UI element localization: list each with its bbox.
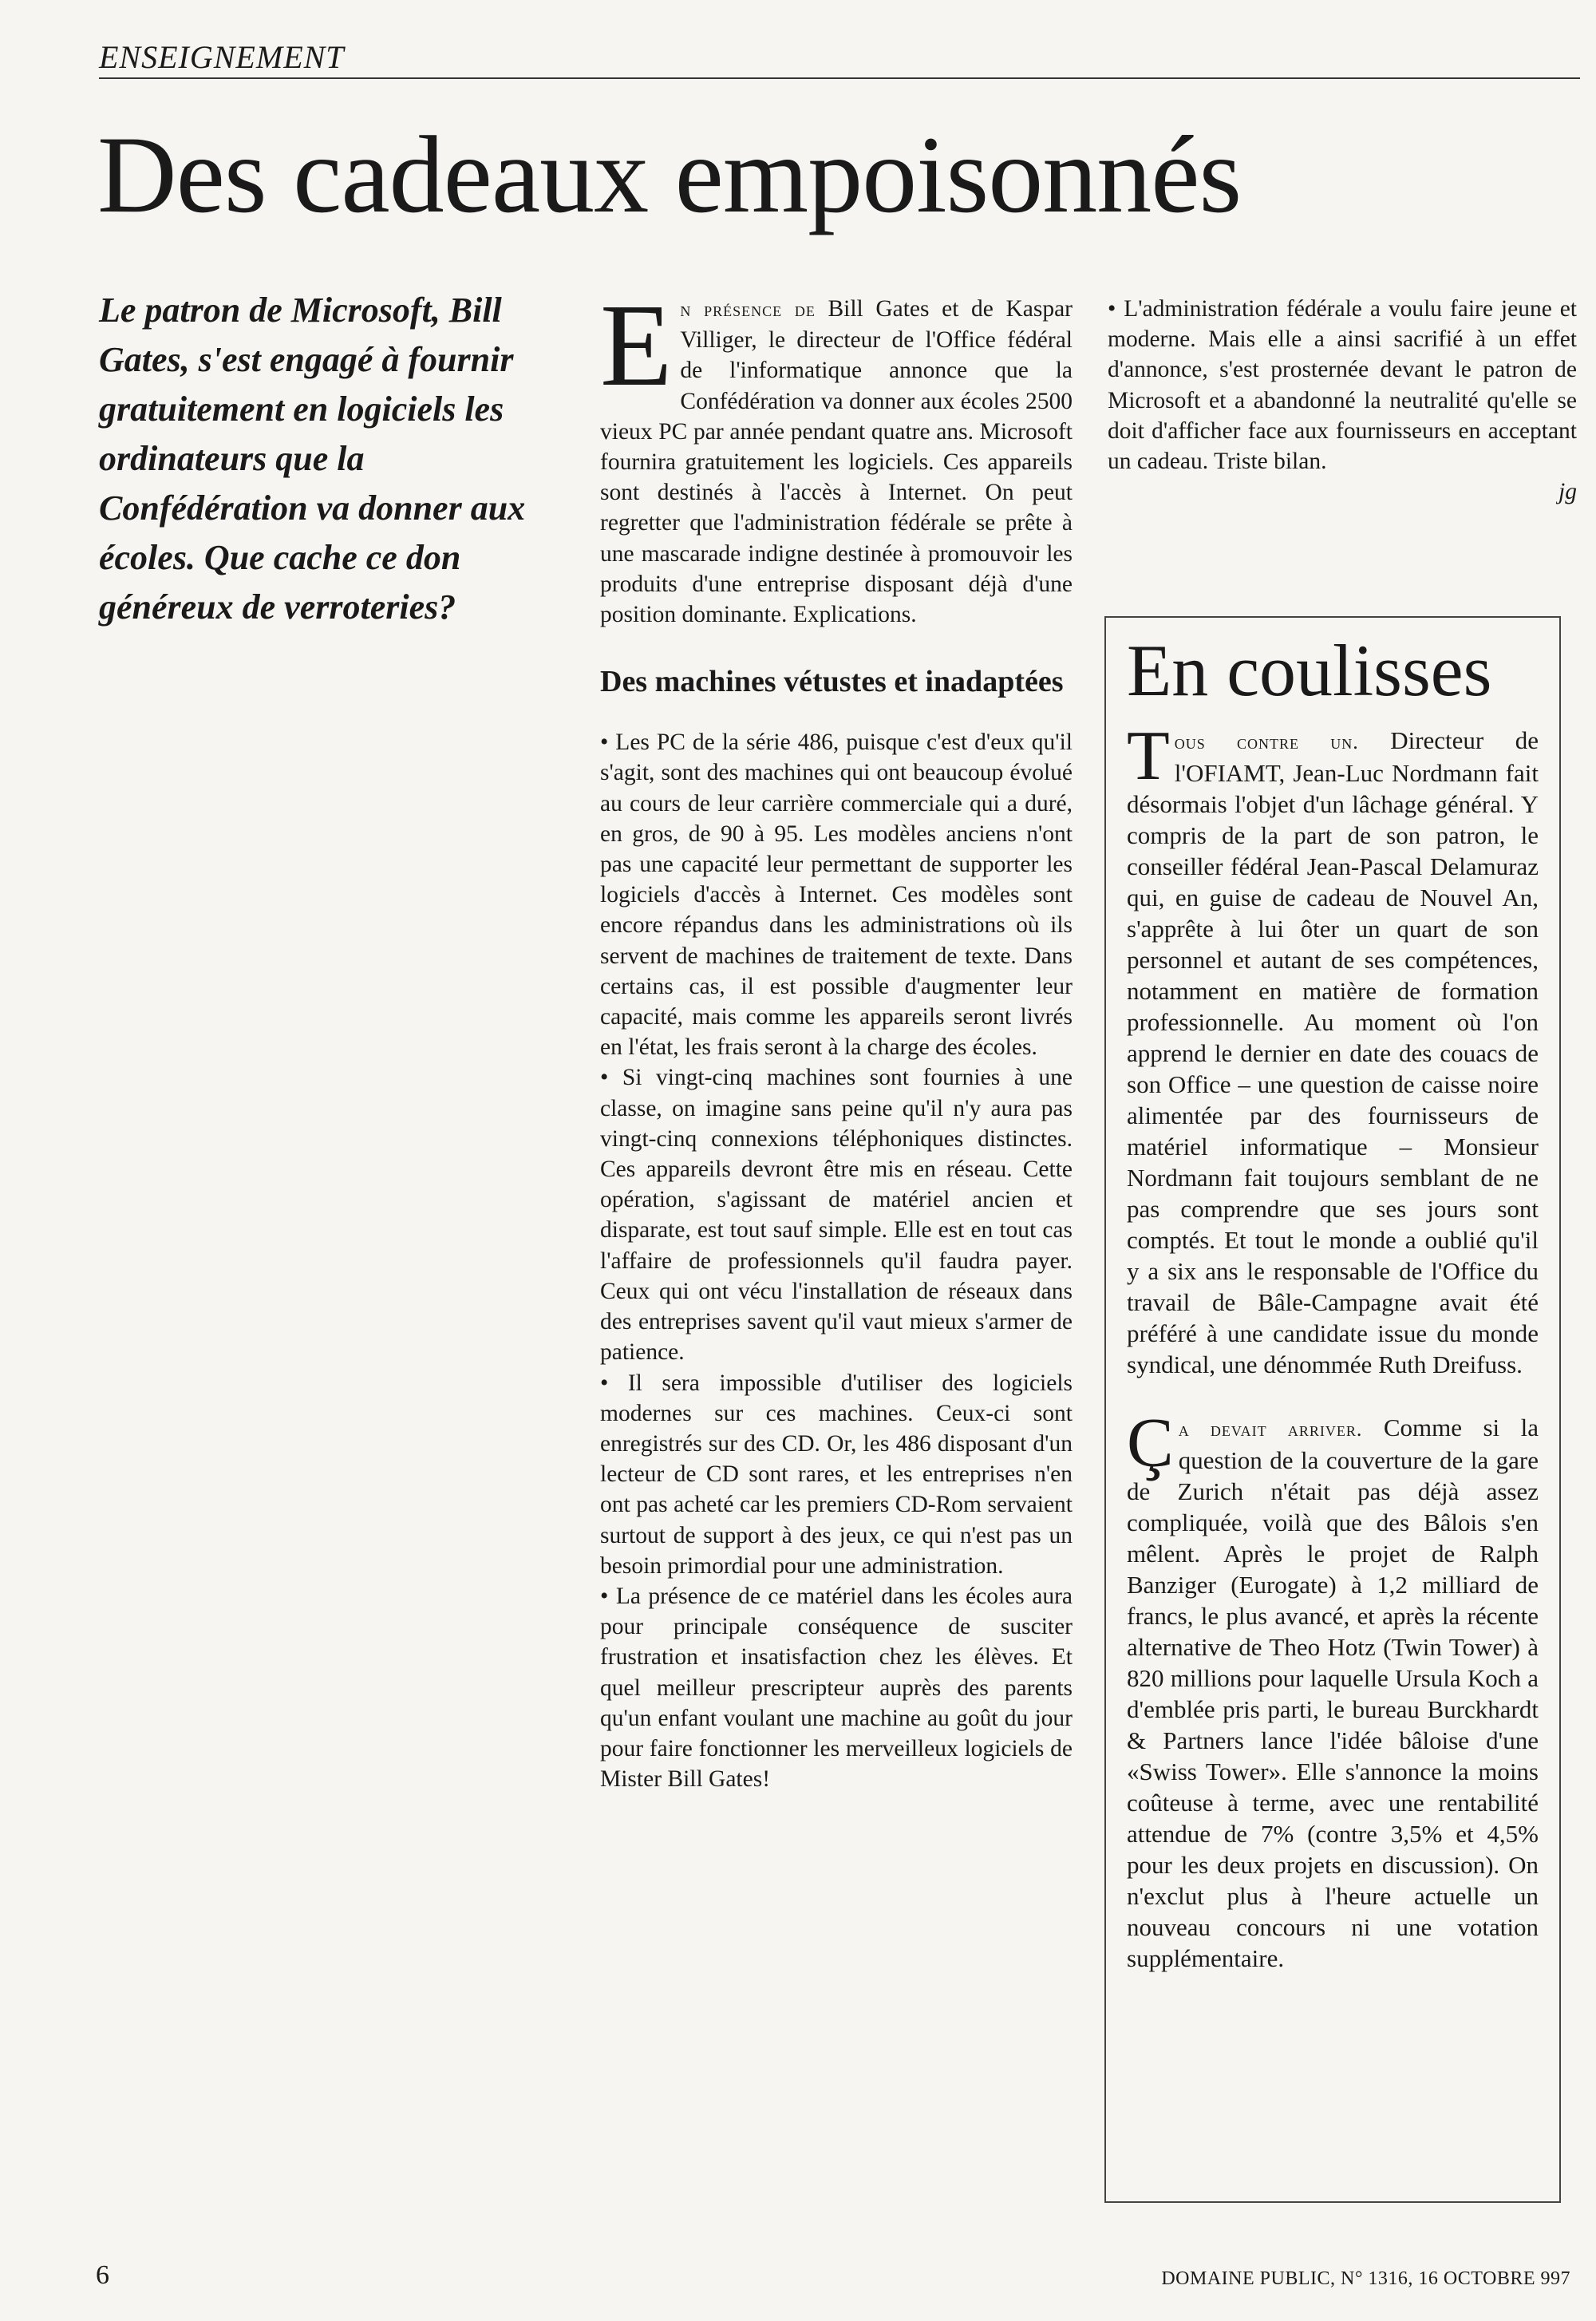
article-intro-smallcaps: n présence de (680, 298, 816, 321)
article-signature: jg (1558, 479, 1577, 505)
article-column-1 (600, 280, 1073, 1794)
article-bullet: • L'administration fédérale a voulu faire jeune et moderne. Mais elle a ainsi sacrifié à un effet d'annonce, s'est prosternée devant le patron de Microsoft et a abandonné la neutralité qu'elle se doit d'afficher face aux fournisseurs en acceptant un cadeau. Triste bilan. (1108, 296, 1577, 475)
sidebar-item-smallcaps: a devait arriver. (1178, 1418, 1363, 1441)
publication-footer: DOMAINE PUBLIC, N° 1316, 16 OCTOBRE 997 (1161, 2268, 1570, 2289)
sidebar-item-text: Directeur de l'OFIAMT, Jean-Luc Nordmann fait désormais l'objet d'un lâchage général. Y compris de la part de son patron, le conseiller fédéral Jean-Pascal Delamuraz qui, en guise de cadeau de Nouvel An, s'apprête à lui ôter un quart de son personnel et autant de ses compétences, notamment en matière de formation professionnelle. Au moment où l'on apprend le dernier en date des couacs de son Office – une question de caisse noire alimentée par des fournisseurs de matériel informatique – Monsieur Nordmann fait toujours semblant de ne pas comprendre que ses jours sont comptés. Et tout le monde a oublié qu'il y a six ans le responsable de l'Office du travail de Bâle-Campagne avait été préféré à une candidate issue du monde syndical, une dénommée Ruth Dreifuss. (1127, 726, 1539, 1378)
section-rubric: ENSEIGNEMENT (99, 38, 1580, 79)
article-dropcap: E (600, 280, 673, 411)
article-intro-text: Bill Gates et de Kaspar Villiger, le directeur de l'Office fédéral de l'informatique annonce que la Confédération va donner aux écoles 2500 vieux PC par année pendant quatre ans. Microsoft fournira gratuitement les logiciels. Ces appareils sont destinés à l'accès à Internet. On peut regretter que l'administration fédérale se prête à une mascarade indigne destinée à promouvoir les produits d'une entreprise disposant déjà d'une position dominante. Explications. (600, 296, 1073, 628)
page-number: 6 (96, 2260, 109, 2290)
article-subheading: Des machines vétustes et inadaptées (600, 665, 1064, 699)
article-title: Des cadeaux empoisonnés (97, 113, 1242, 235)
article-bullet: • Si vingt-cinq machines sont fournies à une classe, on imagine sans peine qu'il n'y aura pas vingt-cinq connexions téléphoniques distinctes. Ces appareils devront être mis en réseau. Cette opération, s'agissant de matériel ancien et disparate, est tout sauf simple. Elle est en tout cas l'affaire de professionnels qu'il faudra payer. Ceux qui ont vécu l'installation de réseaux dans des entreprises savent qu'il vaut mieux s'armer de patience. (600, 1065, 1073, 1366)
article-bullet: • Il sera impossible d'utiliser des logiciels modernes sur ces machines. Ceux-ci sont enregistrés sur des CD. Or, les 486 disposant d'un lecteur de CD sont rares, et les entreprises n'en ont pas acheté car les premiers CD-Rom servaient surtout de support à des jeux, ce qui n'est pas un besoin primordial pour une administration. (600, 1370, 1073, 1579)
article-column-2 (1108, 294, 1577, 507)
sidebar-title: En coulisses (1127, 630, 1492, 711)
sidebar-en-coulisses (1104, 616, 1561, 2203)
article-lead: Le patron de Microsoft, Bill Gates, s'est engagé à fournir gratuitement en logiciels les ordinateurs que la Confédération va donner aux écoles. Que cache ce don généreux de verroteries? (99, 291, 526, 627)
sidebar-item-dropcap: T (1127, 718, 1170, 795)
article-intro (600, 280, 1073, 630)
article-bullet: • Les PC de la série 486, puisque c'est d'eux qu'il s'agit, sont des machines qui ont beaucoup évolué au cours de leur carrière commerciale qui a duré, en gros, de 90 à 95. Les modèles anciens n'ont pas une capacité leur permettant de supporter les logiciels d'accès à Internet. Ces modèles sont encore répandus dans les administrations où ils servent de machines de traitement de texte. Dans certains cas, il est possible d'augmenter leur capacité, mais comme les appareils seront livrés en l'état, les frais seront à la charge des écoles. (600, 730, 1073, 1061)
article-bullet: • La présence de ce matériel dans les écoles aura pour principale conséquence de susciter frustration et insatisfaction chez les élèves. Et quel meilleur prescripteur auprès des parents qu'un enfant voulant une machine au goût du jour pour faire fonctionner les merveilleux logiciels de Mister Bill Gates! (600, 1583, 1073, 1793)
sidebar-item-dropcap: Ç (1127, 1405, 1174, 1482)
sidebar-item-text: Comme si la question de la couverture de la gare de Zurich n'était pas déjà assez compliquée, voilà que des Bâlois s'en mêlent. Après le projet de Ralph Banziger (Eurogate) à 1,2 milliard de francs, le plus avancé, et après la récente alternative de Theo Hotz (Twin Tower) à 820 millions pour laquelle Ursula Koch a d'emblée pris parti, le bureau Burckhardt & Partners lance l'idée bâloise d'une «Swiss Tower». Elle s'annonce la moins coûteuse à terme, avec une rentabilité attendue de 7% (contre 3,5% et 4,5% pour les deux projets en discussion). On n'exclut plus à l'heure actuelle un nouveau concours ni une votation supplémentaire. (1127, 1414, 1539, 1972)
sidebar-item-smallcaps: ous contre un. (1174, 730, 1359, 753)
sidebar-item (1127, 718, 1539, 1380)
sidebar-item (1127, 1405, 1539, 1974)
